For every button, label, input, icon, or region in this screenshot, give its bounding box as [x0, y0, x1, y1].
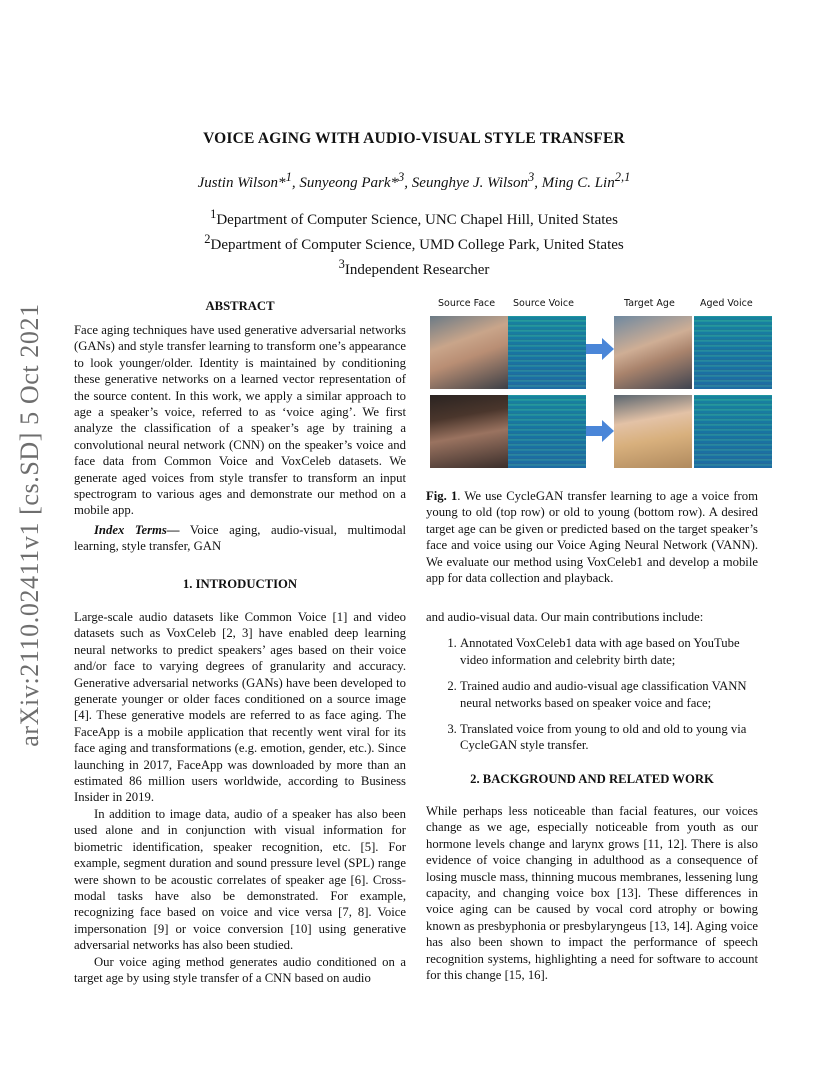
background-heading: 2. BACKGROUND AND RELATED WORK	[470, 772, 714, 786]
abstract-text: Face aging techniques have used generative adversarial networks (GANs) and style transfer learning to transform one’s appearance to look younger/older. Identity is maintained by conditioning these generative networks on a learned vector representation of the source content. In this work, we apply a similar approach to age a speaker’s voice, referred to as ‘voice aging’. We first analyze the classification of a speaker’s age by training a convolutional neural network (CNN) on the speaker’s voice and face data from Common Voice and VoxCeleb datasets. We generate aged voices from style transfer to transform an input spectrogram to various ages and demonstrate our method on a mobile app.	[74, 323, 406, 518]
contributions-section	[426, 609, 758, 764]
author-2-affil: 3	[398, 170, 405, 184]
arxiv-identifier: arXiv:2110.02411v1 [cs.SD] 5 Oct 2021	[15, 303, 44, 747]
figure-1	[426, 296, 756, 476]
list-item: 3. Translated voice from young to old and old to young via CycleGAN style transfer.	[460, 721, 758, 754]
author-1: Justin Wilson*	[197, 175, 286, 191]
aged-spectrogram-top	[694, 316, 772, 389]
author-3: Seunghye J. Wilson	[411, 175, 529, 191]
fig-label-source-face: Source Face	[438, 298, 496, 309]
affiliation-1: $^1$Department of Computer Science, UNC Chapel Hill, United States	[210, 207, 618, 228]
index-terms-label: Index Terms—	[94, 523, 180, 537]
fig-label-aged-voice: Aged Voice	[700, 298, 753, 309]
figure-1-caption	[426, 488, 758, 586]
fig-label-source-voice: Source Voice	[513, 298, 574, 309]
affiliation-3: $^3$Independent Researcher	[338, 257, 490, 278]
abstract-heading: ABSTRACT	[205, 299, 275, 313]
caption-text: . We use CycleGAN transfer learning to age a voice from young to old (top row) or old to young (bottom row). A desired target age can be given or predicted based on the target speaker’s face and voice using our Voice Aging Neural Network (VANN). We evaluate our method using VoxCeleb1 and develop a mobile app for data collection and playback.	[426, 489, 758, 586]
target-age-image-bottom	[614, 395, 692, 468]
author-4: Ming C. Lin	[541, 175, 615, 191]
introduction-body	[74, 609, 406, 986]
intro-paragraph-2: In addition to image data, audio of a speaker has also been used alone and in conjunction with visual information for biometric identification, speaker recognition, etc. [5]. For example, segment duration and sound pressure level (SPL) range were shown to be acoustic correlates of speaker age [6]. Cross-modal tasks have also be demonstrated. For example, recognizing face based on voice and vice versa [7, 8]. Voice impersonation [9] or voice conversion [10] using generative adversarial networks has also been studied.	[74, 806, 406, 953]
source-spectrogram-top	[508, 316, 586, 389]
background-text: While perhaps less noticeable than facial features, our voices change as we age, especially noticeable from youth as our hormone levels change and larynx grows [11, 12]. There is also evidence of voice changing in adulthood as a consequence of losing muscle mass, thinning mucous membranes, lessening lung capacity, and changing voice box [13]. These differences in voice aging can be caused by vocal cord atrophy or bowing known as presbyphonia or presbylaryngeus [13, 14]. Aging voice has also been shown to impact the performance of speech recognition systems, highlighting a need for software to account for this change [15, 16].	[426, 804, 758, 983]
contributions-lead: and audio-visual data. Our main contributions include:	[426, 610, 704, 624]
intro-paragraph-1: Large-scale audio datasets like Common Voice [1] and video datasets such as VoxCeleb [2, 3] have enabled deep learning neural networks to predict speakers’ ages based on their voice and/or face to varying degrees of granularity and accuracy. Generative adversarial networks (GANs) have been developed to generate younger or older faces conditioned on a source image [4]. These generative models are referred to as face aging. The FaceApp is a mobile application that recently went viral for its face aging and transformations (e.g. emotion, gender, etc.). Since launching in 2017, FaceApp was downloaded by more than an estimated 86 million users worldwide, according to Business Insider in 2019.	[74, 610, 406, 805]
arrow-right-icon	[586, 420, 614, 442]
contributions-list	[426, 635, 758, 753]
author-2: Sunyeong Park*	[299, 175, 399, 191]
index-terms-text: Voice aging, audio-visual, multimodal learning, style transfer, GAN	[74, 523, 406, 554]
target-age-image-top	[614, 316, 692, 389]
intro-paragraph-3: Our voice aging method generates audio conditioned on a target age by using style transfer of a CNN based on audio	[74, 954, 406, 985]
affiliations	[0, 205, 828, 280]
source-face-image-bottom	[430, 395, 508, 468]
author-list: Justin Wilson*$^1$, Sunyeong Park*$^3$, Seunghye J. Wilson$^3$, Ming C. Lin$^{2,1}$	[197, 170, 631, 191]
author-4-affil: 2,1	[614, 170, 631, 184]
fig-label-target-age: Target Age	[624, 298, 675, 309]
author-3-affil: 3	[528, 170, 535, 184]
source-face-image-top	[430, 316, 508, 389]
source-spectrogram-bottom	[508, 395, 586, 468]
list-item: 2. Trained audio and audio-visual age classification VANN neural networks based on speaker voice and face;	[460, 678, 758, 711]
paper-title: VOICE AGING WITH AUDIO-VISUAL STYLE TRANSFER	[203, 130, 625, 147]
caption-label: Fig. 1	[426, 489, 458, 503]
arrow-right-icon	[586, 338, 614, 360]
index-terms	[74, 522, 406, 555]
affiliation-2: $^2$Department of Computer Science, UMD College Park, United States	[204, 232, 624, 253]
list-item: 1. Annotated VoxCeleb1 data with age based on YouTube video information and celebrity birth date;	[460, 635, 758, 668]
introduction-heading: 1. INTRODUCTION	[182, 577, 298, 591]
aged-spectrogram-bottom	[694, 395, 772, 468]
author-1-affil: 1	[285, 170, 292, 184]
